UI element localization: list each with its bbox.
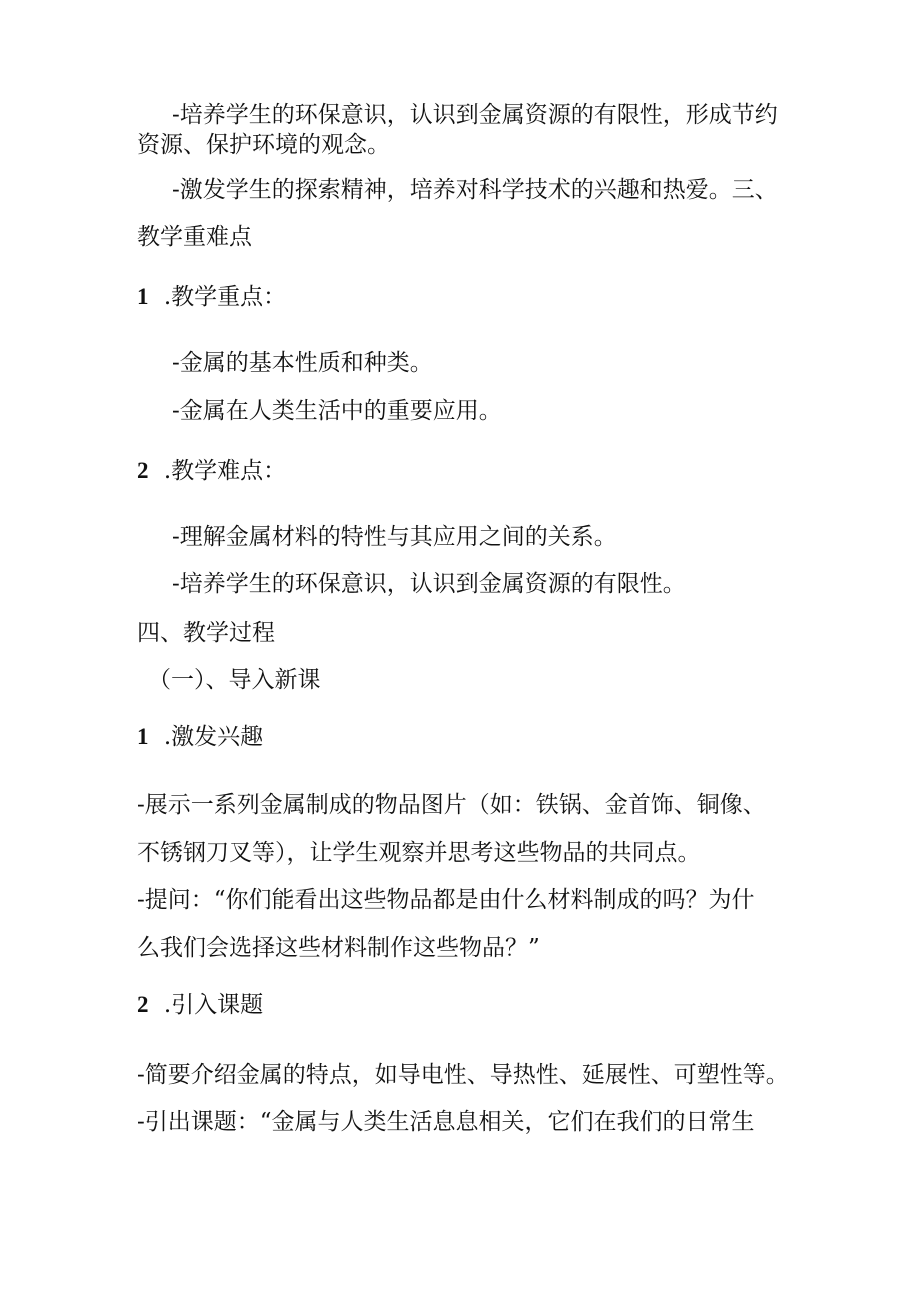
list-item: -金属的基本性质和种类。	[172, 350, 433, 376]
paragraph-line: -培养学生的环保意识，认识到金属资源的有限性，形成节约	[172, 102, 778, 128]
list-number: 1	[137, 284, 149, 309]
list-item: -培养学生的环保意识，认识到金属资源的有限性。	[172, 571, 686, 597]
paragraph-line: 资源、保护环境的观念。	[137, 132, 390, 158]
list-number: 2	[137, 992, 149, 1017]
paragraph-line: -提问：“你们能看出这些物品都是由什么材料制成的吗？为什	[137, 887, 755, 913]
list-item: -理解金属材料的特性与其应用之间的关系。	[172, 524, 617, 550]
subsection-title: .引入课题	[163, 992, 264, 1018]
subsection-title: .教学难点：	[163, 458, 287, 484]
subsection-heading	[137, 990, 263, 1020]
paragraph-line: -引出课题：“金属与人类生活息息相关，它们在我们的日常生	[137, 1109, 755, 1135]
list-item: -金属在人类生活中的重要应用。	[172, 398, 502, 424]
paragraph-line: -简要介绍金属的特点，如导电性、导热性、延展性、可塑性等。	[137, 1062, 789, 1088]
subsection-heading: （一）、导入新课	[148, 667, 321, 693]
paragraph-line: 么我们会选择这些材料制作这些物品？”	[137, 935, 540, 961]
subsection-heading	[137, 456, 286, 486]
subsection-heading	[137, 282, 286, 312]
subsection-heading	[137, 722, 263, 752]
subsection-title: .教学重点：	[163, 284, 287, 310]
paragraph-line: -展示一系列金属制成的物品图片（如：铁锅、金首饰、铜像、	[137, 792, 766, 818]
paragraph-line: -激发学生的探索精神，培养对科学技术的兴趣和热爱。三、	[172, 177, 778, 203]
subsection-title: .激发兴趣	[163, 724, 264, 750]
paragraph-line: 不锈钢刀叉等），让学生观察并思考这些物品的共同点。	[137, 840, 701, 866]
section-heading: 教学重难点	[137, 224, 252, 250]
list-number: 2	[137, 458, 149, 483]
section-heading: 四、教学过程	[137, 620, 275, 646]
list-number: 1	[137, 724, 149, 749]
